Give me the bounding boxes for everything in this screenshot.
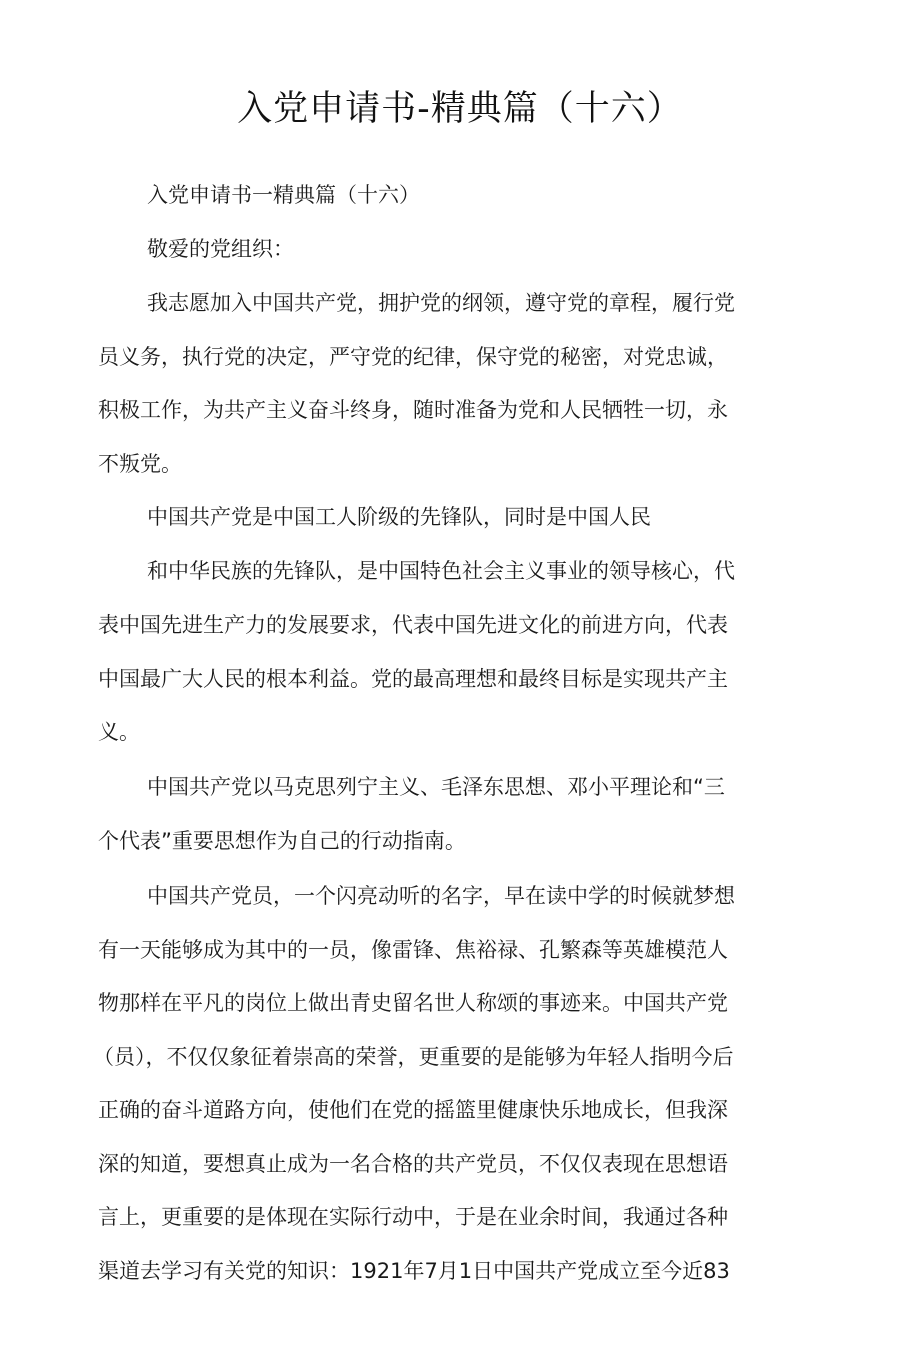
paragraph-line: 义。 (98, 720, 140, 744)
paragraph-line: 正确的奋斗道路方向，使他们在党的摇篮里健康快乐地成长，但我深 (98, 1098, 728, 1122)
paragraph-line: 有一天能够成为其中的一员，像雷锋、焦裕禄、孔繁森等英雄模范人 (98, 938, 728, 962)
paragraph-line: 深的知道，要想真止成为一名合格的共产党员，不仅仅表现在思想语 (98, 1152, 728, 1176)
document-title: 入党申请书-精典篇（十六） (237, 89, 683, 129)
paragraph-line: 渠道去学习有关党的知识：1921年7月1日中国共产党成立至今近83 (98, 1259, 730, 1283)
paragraph-line: 个代表”重要思想作为自己的行动指南。 (98, 829, 466, 853)
paragraph-line: 物那样在平凡的岗位上做出青史留名世人称颂的事迹来。中国共产党 (98, 991, 728, 1015)
paragraph-line: 我志愿加入中国共产党，拥护党的纲领，遵守党的章程，履行党 (147, 291, 735, 315)
paragraph-line: 积极工作，为共产主义奋斗终身，随时准备为党和人民牺牲一切，永 (98, 398, 728, 422)
paragraph-line: 和中华民族的先锋队，是中国特色社会主义事业的领导核心，代 (147, 559, 735, 583)
paragraph-line: （员），不仅仅象征着崇高的荣誉，更重要的是能够为年轻人指明今后 (93, 1045, 734, 1069)
paragraph-line: 中国共产党以马克思列宁主义、毛泽东思想、邓小平理论和“三 (147, 775, 725, 799)
paragraph-line: 中国共产党是中国工人阶级的先锋队，同时是中国人民 (147, 505, 651, 529)
paragraph-line: 表中国先进生产力的发展要求，代表中国先进文化的前进方向，代表 (98, 613, 728, 637)
subtitle-line: 入党申请书一精典篇（十六） (147, 183, 420, 207)
salutation-line: 敬爱的党组织： (147, 237, 294, 261)
paragraph-line: 不叛党。 (98, 452, 182, 476)
paragraph-line: 中国共产党员，一个闪亮动听的名字，早在读中学的时候就梦想 (147, 884, 735, 908)
paragraph-line: 中国最广大人民的根本利益。党的最高理想和最终目标是实现共产主 (98, 667, 728, 691)
paragraph-line: 言上，更重要的是体现在实际行动中，于是在业余时间，我通过各种 (98, 1205, 728, 1229)
paragraph-line: 员义务，执行党的决定，严守党的纪律，保守党的秘密，对党忠诚， (98, 345, 728, 369)
